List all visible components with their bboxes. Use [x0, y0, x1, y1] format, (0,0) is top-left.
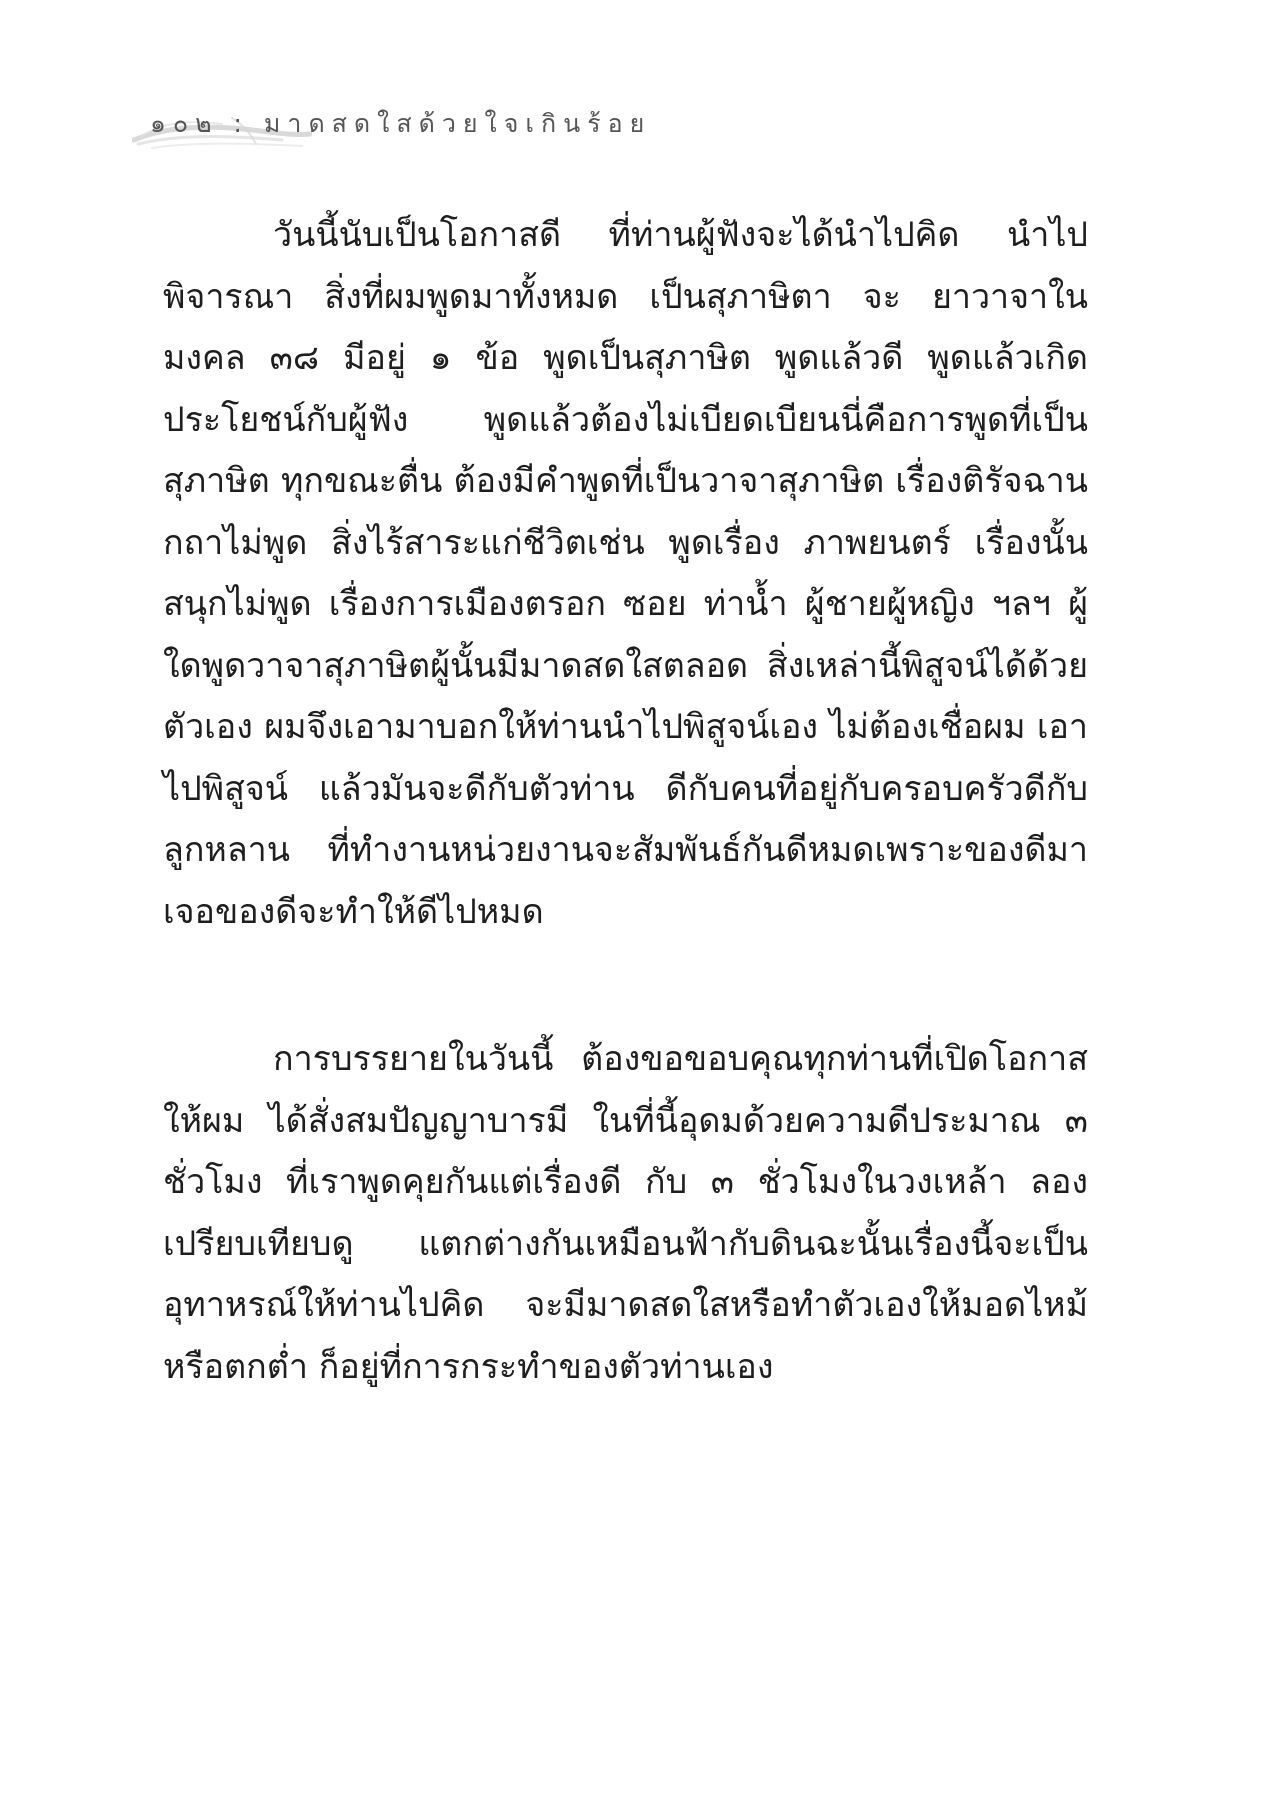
- paragraph-2: การบรรยายในวันนี้ ต้องขอขอบคุณทุกท่านที่เปิดโอกาสให้ผม ได้สั่งสมปัญญาบารมี ในที่นี้อุดมด้วยความดีประมาณ ๓ ชั่วโมง ที่เราพูดคุยกันแต่เรื่องดี กับ ๓ ชั่วโมงในวงเหล้า ลองเปรียบเทียบดู แตกต่างกันเหมือนฟ้ากับดินฉะนั้นเรื่องนี้จะเป็นอุทาหรณ์ให้ท่านไปคิด จะมีมาดสดใสหรือทำตัวเองให้มอดไหม้หรือตกต่ำ ก็อยู่ที่การกระทำของตัวท่านเอง: [163, 1039, 1088, 1387]
- running-head: ๑๐๒ : มาดสดใสด้วยใจเกินร้อย: [150, 109, 652, 138]
- paragraph-1: วันนี้นับเป็นโอกาสดี ที่ท่านผู้ฟังจะได้นำไปคิด นำไปพิจารณา สิ่งที่ผมพูดมาทั้งหมด เป็นสุภาษิตา จะ ยาวาจาในมงคล ๓๘ มีอยู่ ๑ ข้อ พูดเป็นสุภาษิต พูดแล้วดี พูดแล้วเกิดประโยชน์กับผู้ฟัง พูดแล้วต้องไม่เบียดเบียนนี่คือการพูดที่เป็นสุภาษิต ทุกขณะตื่น ต้องมีคำพูดที่เป็นวาจาสุภาษิต เรื่องติรัจฉานกถาไม่พูด สิ่งไร้สาระแก่ชีวิตเช่น พูดเรื่อง ภาพยนตร์ เรื่องนั้นสนุกไม่พูด เรื่องการเมืองตรอก ซอย ท่าน้ำ ผู้ชายผู้หญิง ฯลฯ ผู้ใดพูดวาจาสุภาษิตผู้นั้นมีมาดสดใสตลอด สิ่งเหล่านี้พิสูจน์ได้ด้วยตัวเอง ผมจึงเอามาบอกให้ท่านนำไปพิสูจน์เอง ไม่ต้องเชื่อผม เอาไปพิสูจน์ แล้วมันจะดีกับตัวท่าน ดีกับคนที่อยู่กับครอบครัวดีกับลูกหลาน ที่ทำงานหน่วยงานจะสัมพันธ์กันดีหมดเพราะของดีมาเจอของดีจะทำให้ดีไปหมด: [163, 215, 1088, 932]
- body-text: [163, 205, 1088, 1398]
- paragraph-spacer: [163, 943, 1088, 1029]
- page-header: [140, 96, 660, 156]
